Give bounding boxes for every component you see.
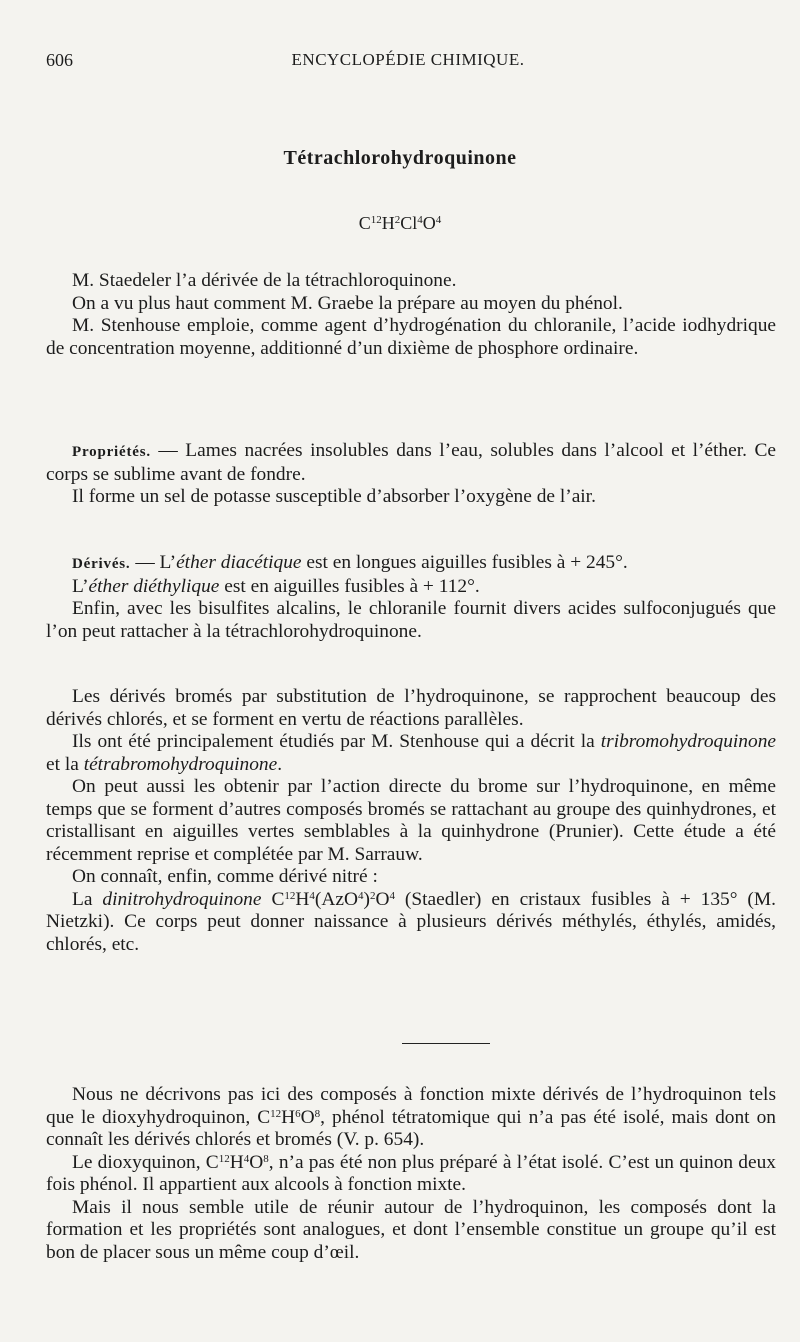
paragraph: Les dérivés bromés par substitution de l’hydroquinone, se rapprochent beaucoup des dérivés chlorés, et se forment en vertu de réactions parallèles. — [46, 686, 776, 730]
paragraph: L’éther diéthylique est en aiguilles fusibles à + 112°. — [72, 575, 480, 597]
paragraph: Dérivés. — L’éther diacétique est en longues aiguilles fusibles à + 245°. — [72, 552, 628, 573]
paragraph: Propriétés. — Lames nacrées insolubles dans l’eau, solubles dans l’alcool et l’éther. Ce corps se sublime avant de fondre. — [46, 440, 776, 485]
chemical-formula: $C^{12}H^2Cl^4O^4$ — [358, 213, 442, 233]
properties-block — [46, 440, 776, 509]
section-divider — [402, 1043, 490, 1044]
paragraph: On peut aussi les obtenir par l’action directe du brome sur l’hydroquinone, en même temps que se forment d’autres composés bromés se rattachant au groupe des quinhydrones, et cristallisant en aiguilles vertes semblables à la quinhydrone (Prunier). Cette étude a été récemment reprise et complétée par M. Sarrauw. — [46, 776, 776, 865]
final-block — [46, 1084, 776, 1264]
page-header — [46, 46, 770, 76]
intro-block — [46, 270, 776, 360]
paragraph: M. Staedeler l’a dérivée de la tétrachloroquinone. — [72, 270, 457, 291]
paragraph: La dinitrohydroquinone $C^{12}H^4(AzO^4)^2O^4$ (Staedler) en cristaux fusibles à + 135° (M. Nietzki). Ce corps peut donner naissance à plusieurs dérivés méthylés, éthylés, amidés, chlorés, etc. — [46, 888, 776, 955]
paragraph: On a vu plus haut comment M. Graebe la prépare au moyen du phénol. — [72, 292, 623, 314]
paragraph: M. Stenhouse emploie, comme agent d’hydrogénation du chloranile, l’acide iodhydrique de concentration moyenne, additionné d’un dixième de phosphore ordinaire. — [46, 315, 776, 359]
paragraph: Enfin, avec les bisulfites alcalins, le chloranile fournit divers acides sulfoconjugués que l’on peut rattacher à la tétrachlorohydroquinone. — [46, 598, 776, 642]
paragraph: Mais il nous semble utile de réunir autour de l’hydroquinon, les composés dont la formation et les propriétés sont analogues, et dont l’ensemble constitue un groupe qu’il est bon de placer sous un même coup d’œil. — [46, 1196, 776, 1263]
paragraph: Il forme un sel de potasse susceptible d’absorber l’oxygène de l’air. — [72, 486, 596, 507]
bromo-block — [46, 686, 776, 956]
page-number: 606 — [46, 50, 73, 70]
running-title: ENCYCLOPÉDIE CHIMIQUE. — [291, 50, 525, 69]
derivatives-lead: Dérivés. — [72, 556, 131, 572]
paragraph: Nous ne décrivons pas ici des composés à fonction mixte dérivés de l’hydroquinon tels que le dioxyhydroquinon, $C^{12}H^6O^8$, phénol tétratomique qui n’a pas été isolé, mais dont on connaît les dérivés chlorés et bromés (V. p. 654). — [46, 1084, 776, 1150]
section-title: Tétrachlorohydroquinone — [283, 147, 517, 169]
paragraph: On connaît, enfin, comme dérivé nitré : — [72, 866, 378, 887]
derivatives-block — [46, 552, 776, 643]
properties-lead: Propriétés. — [72, 444, 151, 460]
paragraph: Le dioxyquinon, $C^{12}H^4O^8$, n’a pas été non plus préparé à l’état isolé. C’est un quinon deux fois phénol. Il appartient aux alcools à fonction mixte. — [46, 1151, 776, 1195]
paragraph: Ils ont été principalement étudiés par M. Stenhouse qui a décrit la tribromohydroquinone et la tétrabromohydroquinone. — [46, 731, 776, 775]
